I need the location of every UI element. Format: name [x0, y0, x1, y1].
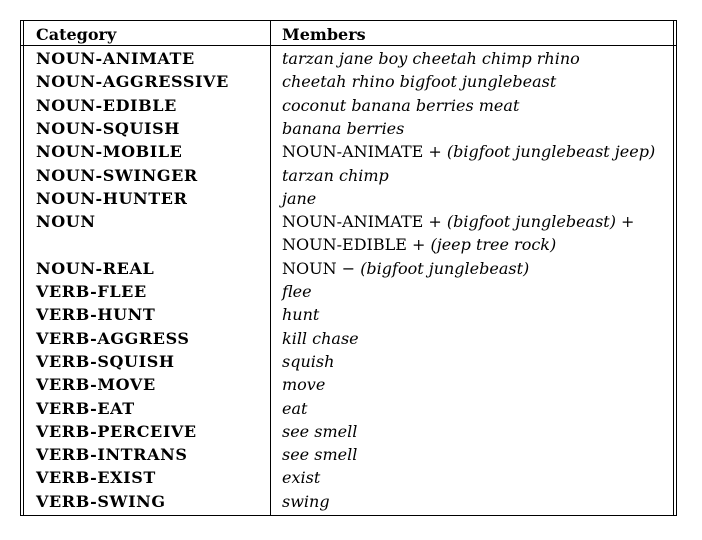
member-word-list: swing — [282, 491, 330, 511]
members-cell — [282, 350, 334, 373]
category-reference: NOUN-EDIBLE + — [282, 235, 431, 255]
member-word-list: see smell — [282, 421, 358, 441]
member-word-list: move — [282, 375, 326, 395]
category-cell: NOUN-EDIBLE — [36, 95, 177, 115]
members-cell — [282, 47, 580, 70]
category-cell: VERB-AGGRESS — [36, 328, 190, 348]
category-cell: NOUN — [36, 212, 96, 232]
members-cell — [282, 117, 404, 140]
category-reference: NOUN-ANIMATE + — [282, 142, 447, 162]
member-word-list: jane — [282, 188, 317, 208]
member-word-list: squish — [282, 351, 335, 371]
member-word-list: kill chase — [282, 328, 359, 348]
category-cell: NOUN-REAL — [36, 258, 155, 278]
category-cell: VERB-HUNT — [36, 305, 156, 325]
member-word-list: hunt — [282, 305, 320, 325]
member-word-list: cheetah rhino bigfoot junglebeast — [282, 72, 557, 92]
category-reference: NOUN − — [282, 258, 361, 278]
table-bottom-border — [20, 515, 677, 516]
members-cell — [282, 373, 325, 396]
members-cell — [282, 140, 655, 163]
member-word-list: banana berries — [282, 118, 405, 138]
category-cell: NOUN-MOBILE — [36, 142, 183, 162]
category-cell: NOUN-ANIMATE — [36, 49, 195, 68]
members-cell — [282, 466, 320, 489]
members-cell — [282, 257, 529, 280]
category-cell: VERB-INTRANS — [36, 445, 188, 465]
members-cell — [282, 164, 389, 187]
category-cell: VERB-MOVE — [36, 375, 156, 395]
table-top-border — [20, 20, 677, 21]
category-reference: NOUN-ANIMATE + — [282, 212, 447, 232]
members-cell — [282, 210, 634, 233]
members-cell — [282, 187, 316, 210]
category-header: Category — [36, 25, 117, 44]
table-left-border-inner — [23, 20, 24, 516]
members-cell — [282, 280, 312, 303]
table-right-border — [673, 20, 674, 516]
members-header: Members — [282, 25, 366, 44]
member-word-list: (jeep tree rock) — [430, 235, 557, 255]
member-word-list: exist — [282, 468, 321, 488]
category-reference: + — [615, 212, 635, 232]
members-cell — [282, 233, 556, 256]
member-word-list: (bigfoot junglebeast) — [446, 212, 616, 232]
category-cell: NOUN-HUNTER — [36, 188, 188, 208]
member-word-list: tarzan jane boy cheetah chimp rhino — [282, 49, 580, 68]
category-cell: NOUN-AGGRESSIVE — [36, 72, 229, 92]
members-cell — [282, 94, 519, 117]
members-cell — [282, 397, 307, 420]
category-cell: NOUN-SQUISH — [36, 118, 180, 138]
member-word-list: see smell — [282, 445, 358, 465]
member-word-list: tarzan chimp — [282, 165, 389, 185]
member-word-list: eat — [282, 398, 308, 418]
category-cell: VERB-EAT — [36, 398, 135, 418]
category-cell: VERB-PERCEIVE — [36, 421, 197, 441]
member-word-list: (bigfoot junglebeast) — [360, 258, 530, 278]
member-word-list: (bigfoot junglebeast jeep) — [446, 142, 656, 162]
members-cell — [282, 420, 357, 443]
category-cell: VERB-SWING — [36, 491, 166, 511]
members-cell — [282, 443, 357, 466]
column-divider — [270, 20, 271, 516]
members-cell — [282, 70, 556, 93]
member-word-list: flee — [282, 282, 312, 301]
category-cell: VERB-SQUISH — [36, 351, 175, 371]
table-right-border-outer — [676, 20, 677, 516]
category-cell: VERB-FLEE — [36, 282, 147, 301]
members-cell — [282, 303, 319, 326]
member-word-list: coconut banana berries meat — [282, 95, 520, 115]
members-cell — [282, 490, 330, 513]
members-cell — [282, 327, 359, 350]
category-cell: NOUN-SWINGER — [36, 165, 198, 185]
category-table — [20, 20, 677, 516]
table-left-border — [20, 20, 21, 516]
category-cell: VERB-EXIST — [36, 468, 156, 488]
